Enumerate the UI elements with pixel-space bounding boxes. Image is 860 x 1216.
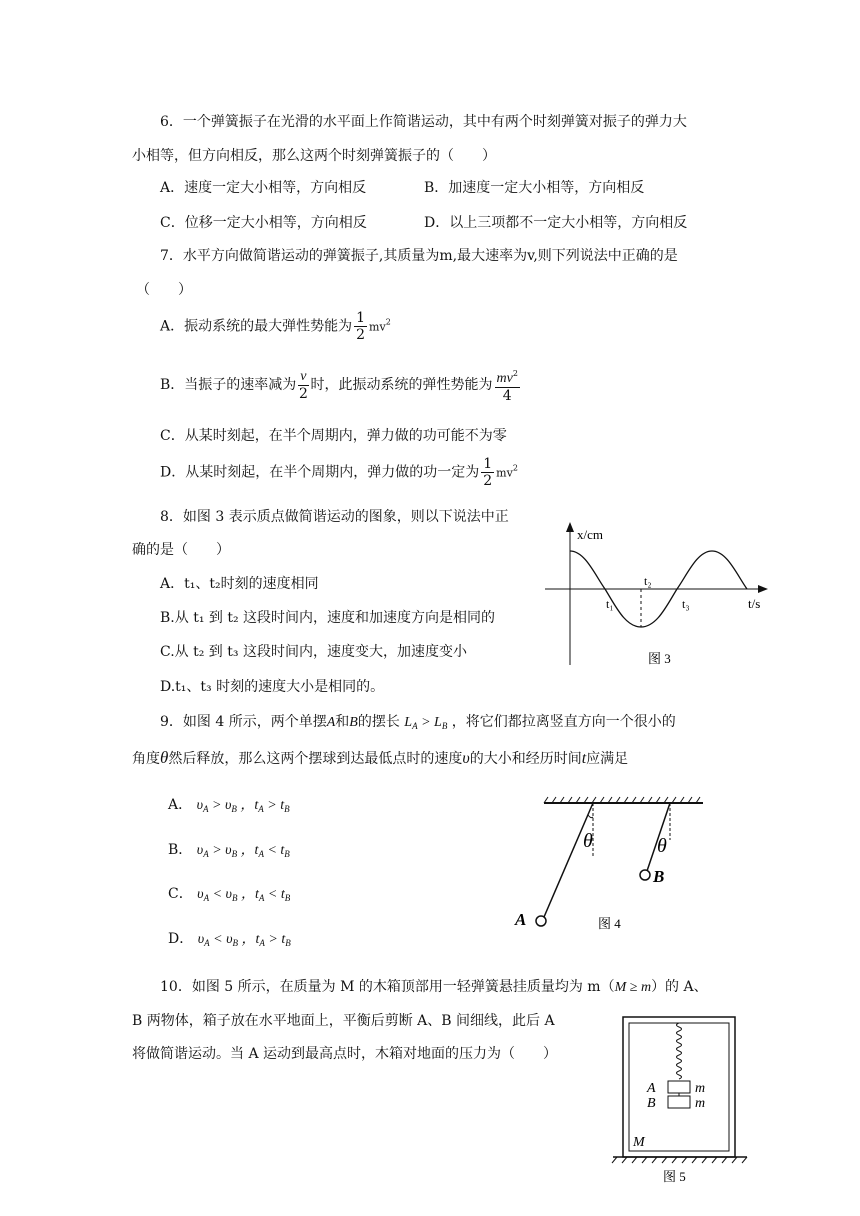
label-big-m: M <box>633 1135 645 1150</box>
q9-stem-part: 和 <box>335 714 350 730</box>
q9-stem-line1 <box>160 712 676 736</box>
t3-label: t₃ <box>682 597 690 611</box>
q9-option-a <box>168 795 290 819</box>
angle-arc-a <box>588 815 593 818</box>
q7-option-a-mv: mv <box>369 320 386 334</box>
q8-option-b: B.从 t₁ 到 t₂ 这段时间内，速度和加速度方向是相同的 <box>160 610 496 626</box>
ground-hatching <box>612 1157 747 1163</box>
option-letter: A． <box>168 797 193 813</box>
option-math: $\upsilon_A > \upsilon_B$ ，$t_A > t_B$ <box>196 798 290 814</box>
q10-stem-part: ）的 A、 <box>651 979 708 995</box>
x-axis-label: t/s <box>748 596 761 611</box>
q9-stem-part: 9．如图 4 所示，两个单摆 <box>160 714 327 730</box>
fraction-denominator: 2 <box>298 385 308 402</box>
q6-stem-line2: 小相等，但方向相反，那么这两个时刻弹簧振子的（ ） <box>132 148 496 164</box>
q7-option-a-text: A．振动系统的最大弹性势能为 <box>160 318 353 335</box>
figure-3-caption: 图 3 <box>648 651 671 666</box>
figure-3-sine-graph <box>540 520 780 670</box>
var-b: B <box>349 715 358 730</box>
label-m2: m <box>695 1096 706 1111</box>
option-letter: C． <box>168 886 193 902</box>
fraction-numerator-sup: 2 <box>512 369 518 378</box>
q10-mass-relation: M ≥ m <box>614 980 652 995</box>
pendulum-b-bob <box>640 870 650 880</box>
pendulum-a-string <box>544 803 593 917</box>
q7-option-b-text: B．当振子的速率减为 <box>160 377 297 393</box>
q6-option-d: D．以上三项都不一定大小相等，方向相反 <box>424 215 688 231</box>
fraction-numerator-text: mv <box>496 371 513 386</box>
q8-option-d: D.t₁、t₃ 时刻的速度大小是相同的。 <box>160 679 385 695</box>
q7-option-d-sup: 2 <box>512 463 518 473</box>
label-a: A <box>647 1081 656 1096</box>
label-b: B <box>653 867 665 886</box>
t-symbol: t <box>581 750 587 767</box>
q9-stem-line2 <box>132 748 628 769</box>
q10-stem-part: 10．如图 5 所示，在质量为 M 的木箱顶部用一轻弹簧悬挂质量均为 m（ <box>160 979 615 995</box>
option-math: $\upsilon_A > \upsilon_B$ ，$t_A < t_B$ <box>196 843 290 859</box>
figure-5-box-spring <box>605 1012 755 1192</box>
q8-stem-line1: 8．如图 3 表示质点做简谐运动的图象，则以下说法中正 <box>160 509 509 525</box>
q10-stem-line1 <box>160 977 708 998</box>
t2-label: t₂ <box>644 574 652 588</box>
q7-option-b-fraction1 <box>298 369 308 402</box>
fraction-numerator: v <box>300 368 307 384</box>
figure-4-caption: 图 4 <box>598 916 621 931</box>
option-math: $\upsilon_A < \upsilon_B$ ，$t_A > t_B$ <box>197 932 291 948</box>
q7-option-b-fraction2 <box>495 366 520 404</box>
q7-stem-line2: （ ） <box>136 282 192 298</box>
label-m1: m <box>695 1081 706 1096</box>
q7-option-a-fraction <box>354 310 367 343</box>
option-math: $\upsilon_A < \upsilon_B$ ，$t_A < t_B$ <box>197 887 291 903</box>
block-b <box>668 1096 690 1108</box>
q9-stem-part: 然后释放，那么这两个摆球到达最低点时的速度 <box>168 751 463 767</box>
q8-option-c: C.从 t₂ 到 t₃ 这段时间内，速度变大，加速度变小 <box>160 644 467 660</box>
q6-option-b: B．加速度一定大小相等，方向相反 <box>424 180 645 196</box>
fraction-denominator: 2 <box>356 327 366 343</box>
figure-5-caption: 图 5 <box>663 1169 686 1184</box>
q10-stem-line2: B 两物体，箱子放在水平地面上，平衡后剪断 A、B 间细线，此后 A <box>132 1013 555 1029</box>
fraction-denominator: 4 <box>502 388 512 404</box>
q10-stem-line3: 将做简谐运动。当 A 运动到最高点时，木箱对地面的压力为（ ） <box>132 1046 558 1062</box>
q9-option-d <box>168 929 291 953</box>
length-comparison: $L_A > L_B$ <box>404 715 448 731</box>
q9-stem-part: 应满足 <box>586 751 629 767</box>
q7-option-c: C．从某时刻起，在半个周期内，弹力做的功可能不为零 <box>160 428 507 444</box>
q7-stem-line1: 7．水平方向做简谐运动的弹簧振子,其质量为m,最大速率为v,则下列说法中正确的是 <box>160 248 678 264</box>
q9-stem-part: 的摆长 <box>357 714 400 730</box>
q9-option-b <box>168 840 290 864</box>
q8-stem-line2: 确的是（ ） <box>132 542 230 558</box>
q6-option-a: A．速度一定大小相等，方向相反 <box>160 180 367 196</box>
q7-option-d-mv: mv <box>496 466 513 480</box>
fraction-numerator: 1 <box>483 456 493 472</box>
option-letter: D． <box>168 931 194 947</box>
y-axis-label: x/cm <box>577 527 603 542</box>
x-axis-arrow <box>758 585 768 593</box>
theta-symbol: θ <box>160 748 169 767</box>
var-a: A <box>326 715 336 730</box>
label-b: B <box>647 1096 656 1111</box>
q7-option-d <box>160 456 518 489</box>
q7-option-d-text: D．从某时刻起，在半个周期内，弹力做的功一定为 <box>160 464 480 481</box>
fraction-denominator: 2 <box>483 473 493 489</box>
theta-label-b: θ <box>657 835 667 857</box>
fraction-numerator <box>495 366 520 388</box>
q7-option-a <box>160 310 391 343</box>
theta-label-a: θ <box>583 830 593 852</box>
spring-icon <box>677 1023 682 1079</box>
q9-stem-part: 角度 <box>132 751 160 767</box>
q6-option-c: C．位移一定大小相等，方向相反 <box>160 215 367 231</box>
fraction-numerator: 1 <box>356 310 366 326</box>
q7-option-d-fraction <box>481 456 494 489</box>
q9-stem-part: 的大小和经历时间 <box>469 751 582 767</box>
pendulum-a-bob <box>536 916 546 926</box>
upsilon-symbol: υ <box>462 750 470 767</box>
q7-option-b <box>160 366 522 404</box>
q7-option-a-sup: 2 <box>385 317 391 327</box>
option-letter: B． <box>168 842 193 858</box>
figure-4-pendulums <box>510 795 710 940</box>
t1-label: t₁ <box>606 597 614 611</box>
q9-option-c <box>168 884 290 908</box>
q9-stem-part: ，将它们都拉离竖直方向一个很小的 <box>451 714 676 730</box>
q8-option-a: A．t₁、t₂时刻的速度相同 <box>160 576 319 592</box>
q7-option-b-mid: 时，此振动系统的弹性势能为 <box>310 377 493 393</box>
y-axis-arrow <box>566 522 574 532</box>
q6-stem-line1: 6．一个弹簧振子在光滑的水平面上作简谐运动，其中有两个时刻弹簧对振子的弹力大 <box>160 114 687 130</box>
block-a <box>668 1081 690 1093</box>
label-a: A <box>515 910 527 929</box>
